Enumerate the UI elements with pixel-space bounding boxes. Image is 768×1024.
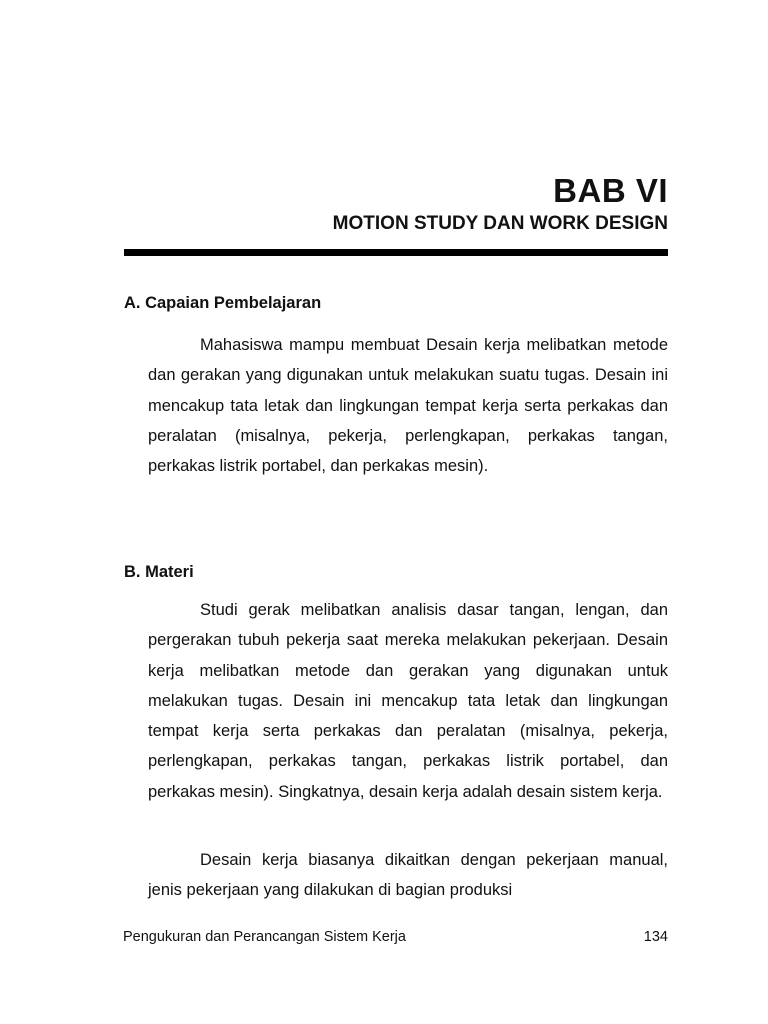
- footer-page-number: 134: [643, 929, 668, 945]
- chapter-title: MOTION STUDY DAN WORK DESIGN: [332, 213, 668, 234]
- paragraph-capaian: Mahasiswa mampu membuat Desain kerja melibatkan metode dan gerakan yang digunakan untuk melakukan suatu tugas. Desain ini mencakup tata letak dan lingkungan tempat kerja serta perkakas dan peralatan (misalnya, pekerja, perlengkapan, perkakas tangan, perkakas listrik portabel, dan perkakas mesin).: [148, 336, 668, 476]
- footer-book-title: Pengukuran dan Perancangan Sistem Kerja: [123, 929, 406, 945]
- paragraph-materi-2: Desain kerja biasanya dikaitkan dengan pekerjaan manual, jenis pekerjaan yang dilakukan di bagian produksi: [148, 851, 668, 900]
- paragraph-materi-1: Studi gerak melibatkan analisis dasar tangan, lengan, dan pergerakan tubuh pekerja saat mereka melakukan pekerjaan. Desain kerja melibatkan metode dan gerakan yang digunakan untuk melakukan tugas. Desain ini mencakup tata letak dan lingkungan tempat kerja serta perkakas dan peralatan (misalnya, pekerja, perlengkapan, perkakas tangan, perkakas listrik portabel, dan perkakas mesin). Singkatnya, desain kerja adalah desain sistem kerja.: [148, 601, 668, 801]
- section-heading-capaian: A. Capaian Pembelajaran: [124, 294, 322, 312]
- chapter-divider: [124, 249, 668, 256]
- section-heading-materi: B. Materi: [124, 563, 194, 581]
- chapter-number: BAB VI: [553, 172, 668, 209]
